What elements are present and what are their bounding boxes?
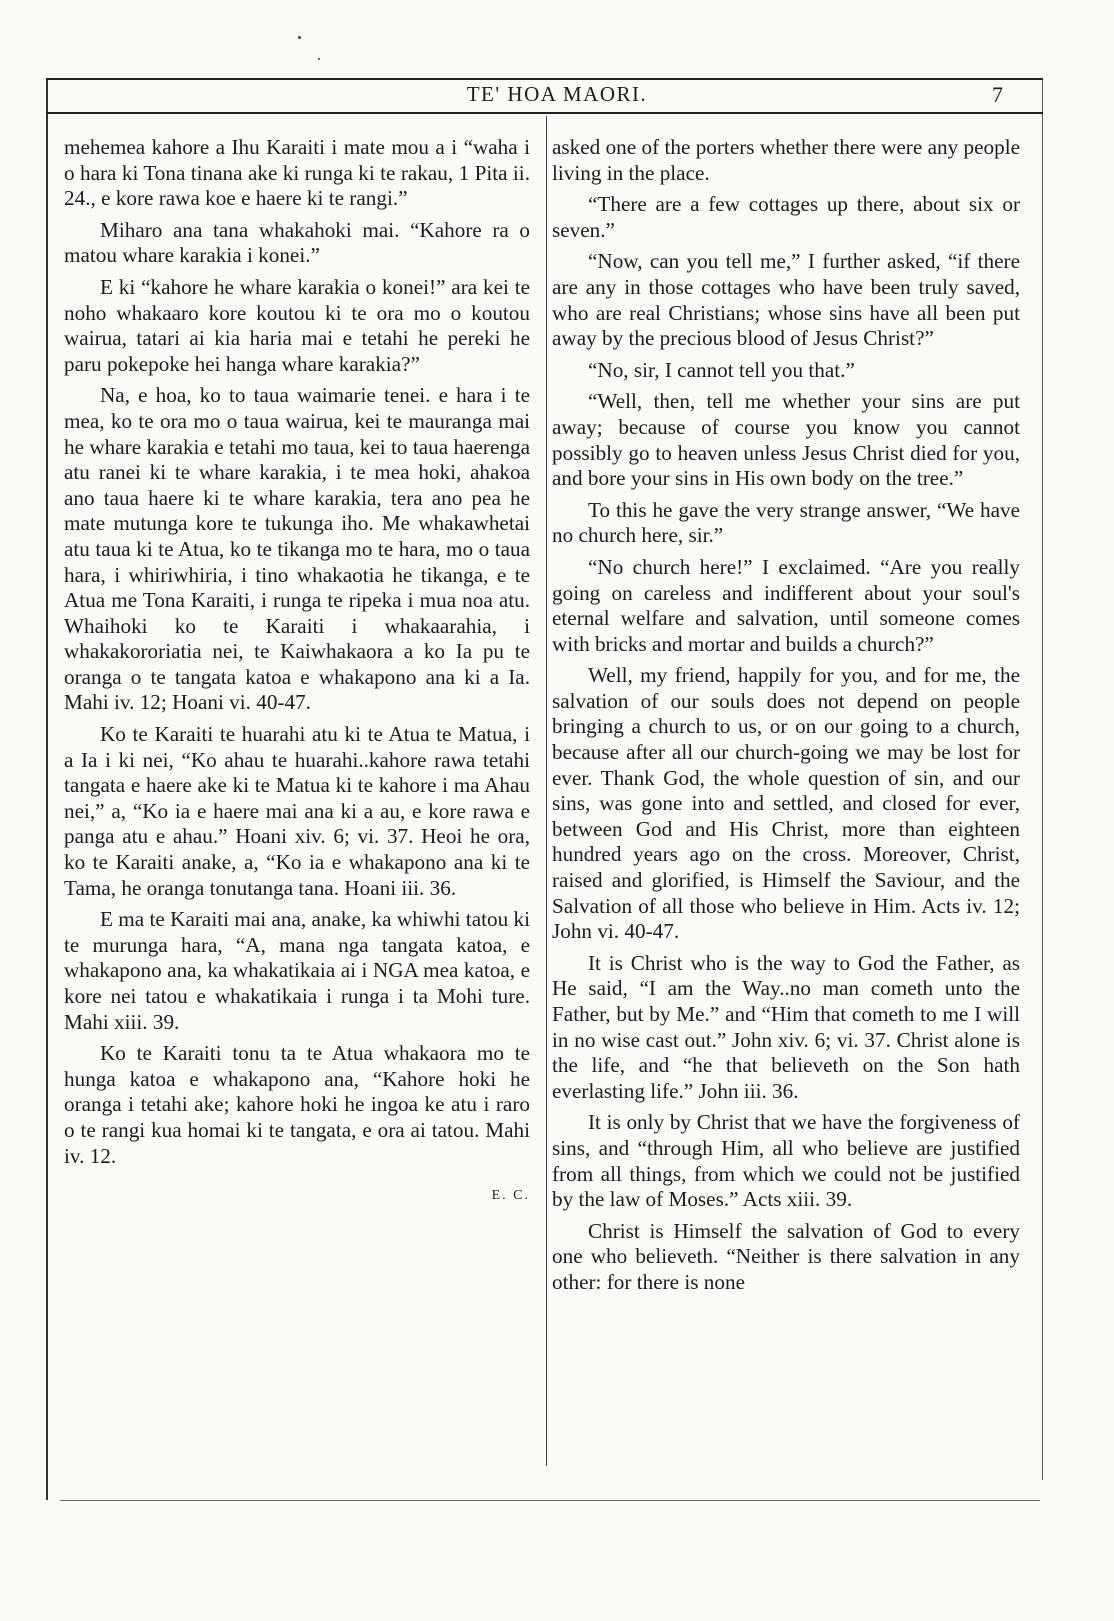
paragraph: E ma te Karaiti mai ana, anake, ka whiwhi tatou ki te murunga hara, “A, mana nga tangata katoa, e whakapono ana, ka whakatikaia ai i NGA mea katoa, e kore nei tatou e whakatikaia i runga i ta Mohi ture. Mahi xiii. 39. (64, 907, 530, 1034)
print-speck (318, 58, 320, 60)
right-column-english (552, 135, 1020, 1302)
paragraph: E ki “kahore he whare karakia o konei!” ara kei te noho whakaaro kore koutou ki te ora mo o koutou wairua, tatari ai kia haria mai e tetahi he pereki he paru pokepoke hei hanga whare karakia?” (64, 274, 530, 376)
paragraph: To this he gave the very strange answer, “We have no church here, sir.” (552, 497, 1020, 548)
paragraph: Miharo ana tana whakahoki mai. “Kahore ra o matou whare karakia i konei.” (64, 217, 530, 268)
paragraph: mehemea kahore a Ihu Karaiti i mate mou a i “waha i o hara ki Tona tinana ake ki runga ki te rakau, 1 Pita ii. 24., e kore rawa koe e haere ki te rangi.” (64, 135, 530, 211)
page-bottom-rule (60, 1500, 1040, 1501)
paragraph: “Well, then, tell me whether your sins are put away; because of course you know you cannot possibly go to heaven unless Jesus Christ died for you, and bore your sins in His own body on the tree.” (552, 389, 1020, 491)
paragraph: Ko te Karaiti te huarahi atu ki te Atua te Matua, i a Ia i ki nei, “Ko ahau te huarahi..kahore rawa tetahi tangata e haere ake ki te Matua ki te kahore i ma Ahau nei,” a, “Ko ia e haere mai ana ki a au, e kore rawa e panga atu e ahau.” Hoani xiv. 6; vi. 37. Heoi he ora, ko te Karaiti anake, a, “Ko ia e whakapono ana ki te Tama, he oranga tonutanga tana. Hoani iii. 36. (64, 722, 530, 900)
header-bottom-rule (46, 112, 1043, 114)
page-number: 7 (992, 82, 1003, 107)
paragraph: “No church here!” I exclaimed. “Are you really going on careless and indifferent about your soul's eternal welfare and salvation, until someone comes with bricks and mortar and builds a church?” (552, 554, 1020, 656)
paragraph: “No, sir, I cannot tell you that.” (588, 357, 855, 382)
paragraph: Na, e hoa, ko to taua waimarie tenei. e hara i te mea, ko te ora mo o taua wairua, kei te mauranga mai he whare karakia e tetahi mo taua, kei to taua haerenga atu ranei ki te whare karakia, i te mea hoki, ahakoa ano taua haere ki te whare karakia, tera ano pea he mate mutunga kore te tukunga iho. Me whakawhetai atu taua ki te Atua, ko te tikanga mo te hara, mo o taua hara, i whiriwhiria, i tino whakaotia he tikanga, e te Atua me Tona Karaiti, i runga te ripeka i mua noa atu. Whaihoki ko te Karaiti i whakaarahia, i whakakororiatia nei, te Kaiwhakaora a ko Ia pu te oranga o te tangata katoa e whakapono ana ki a Ia. Mahi iv. 12; Hoani vi. 40-47. (64, 383, 530, 715)
masthead-title: TE' HOA MAORI. (466, 82, 648, 106)
author-signature: E. C. (491, 1188, 530, 1204)
left-column-maori (64, 135, 530, 1209)
paragraph: It is Christ who is the way to God the Father, as He said, “I am the Way..no man cometh unto the Father, but by Me.” and “Him that cometh to me I will in no wise cast out.” John xiv. 6; vi. 37. Christ alone is the life, and “he that believeth on the Son hath everlasting life.” John iii. 36. (552, 950, 1020, 1103)
paragraph: Christ is Himself the salvation of God to every one who believeth. “Neither is there salvation in any other: for there is none (552, 1218, 1020, 1294)
paragraph: “There are a few cottages up there, about six or seven.” (552, 192, 1020, 242)
right-frame-rule (1042, 80, 1043, 1480)
paragraph: Well, my friend, happily for you, and for me, the salvation of our souls does not depend on people bringing a church to us, or on our going to a church, because after all our church-going we may be lost for ever. Thank God, the whole question of sin, and our sins, was gone into and settled, and closed for ever, between God and His Christ, more than eighteen hundred years ago on the cross. Moreover, Christ, raised and glorified, is Himself the Saviour, and the Salvation of all those who believe in Him. Acts iv. 12; John vi. 40-47. (552, 663, 1020, 944)
paragraph: Ko te Karaiti tonu ta te Atua whakaora mo te hunga katoa e whakapono ana, “Kahore hoki he oranga i tetahi ake; kahore hoki he ingoa ke atu i raro o te rangi kua homai ki te tangata, e ora ai tatou. Mahi iv. 12. (64, 1041, 530, 1168)
print-speck (298, 36, 301, 39)
paragraph: It is only by Christ that we have the forgiveness of sins, and “through Him, all who believe are justified from all things, from which we could not be justified by the law of Moses.” Acts xiii. 39. (552, 1110, 1020, 1212)
paragraph: “Now, can you tell me,” I further asked, “if there are any in those cottages who have been truly saved, who are real Christians; whose sins have all been put away by the precious blood of Jesus Christ?” (552, 249, 1020, 351)
header-top-rule (46, 78, 1043, 80)
left-frame-rule (46, 80, 48, 1500)
paragraph: asked one of the porters whether there were any people living in the place. (552, 135, 1020, 185)
column-divider (546, 116, 547, 1466)
